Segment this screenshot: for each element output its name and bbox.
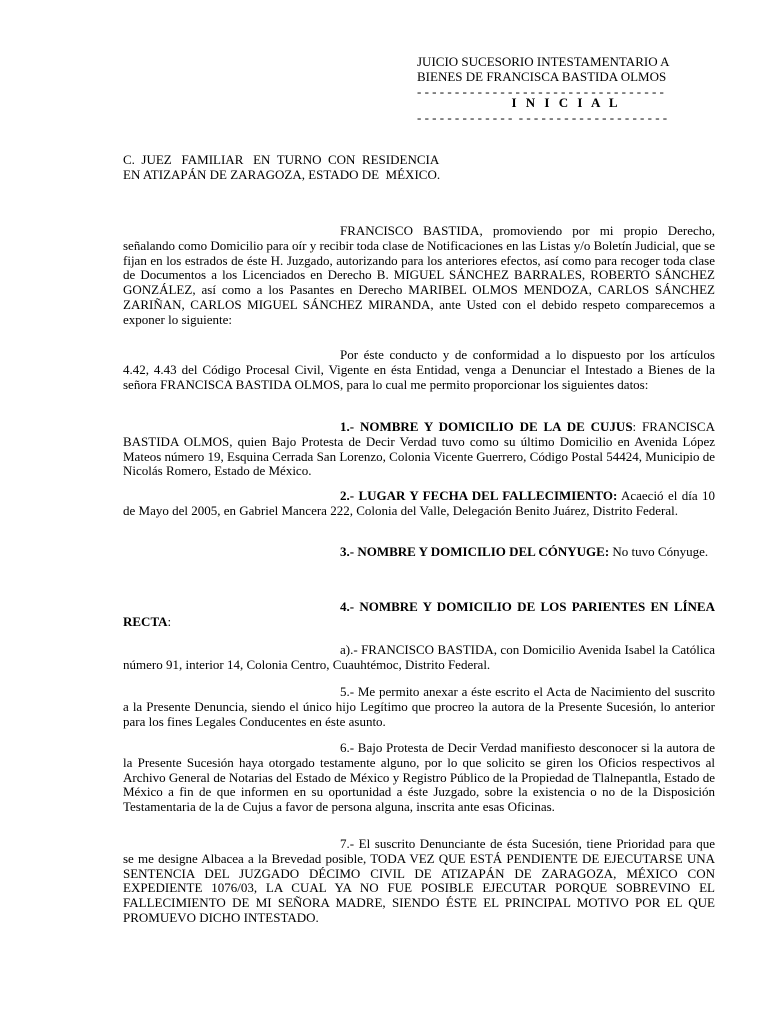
item-1-text: : FRANCISCA BASTIDA OLMOS, quien Bajo Protesta de Decir Verdad tuvo como su último Domicilio en Avenida López Mateos número 19, Esquina Cerrada San Lorenzo, Colonia Vicente Guerrero, Código Postal 54424, Municipio de Nicolás Romero, Estado de México. <box>123 419 715 479</box>
item-4-heading: 4.- NOMBRE Y DOMICILIO DE LOS PARIENTES EN LÍNEA RECTA <box>123 599 715 629</box>
dash-divider-top: - - - - - - - - - - - - - - - - - - - - - - - - - - - - - - - - - <box>417 84 664 99</box>
item-1-paragraph <box>123 420 715 479</box>
conducto-paragraph: Por éste conducto y de conformidad a lo dispuesto por los artículos 4.42, 4.43 del Código Procesal Civil, Vigente en ésta Entidad, venga a Denunciar el Intestado a Bienes de la señora FRANCISCA BASTIDA OLMOS, para lo cual me permito proporcionar los siguientes datos: <box>123 347 715 392</box>
intro-paragraph: FRANCISCO BASTIDA, promoviendo por mi propio Derecho, señalando como Domicilio para oír y recibir toda clase de Notificaciones en las Listas y/o Boletín Judicial, que se fijan en los estrados de éste H. Juzgado, autorizando para los anteriores efectos, así como para recoger toda clase de Documentos a los Licenciados en Derecho B. MIGUEL SÁNCHEZ BARRALES, ROBERTO SÁNCHEZ GONZÁLEZ, así como a los Pasantes en Derecho MARIBEL OLMOS MENDOZA, CARLOS SÁNCHEZ ZARIÑAN, CARLOS MIGUEL SÁNCHEZ MIRANDA, ante Usted con el debido respeto comparecemos a exponer lo siguiente: <box>123 223 715 327</box>
item-4-text: : <box>167 613 172 629</box>
case-title-line-1: JUICIO SUCESORIO INTESTAMENTARIO A <box>417 54 670 69</box>
item-4a-paragraph: a).- FRANCISCO BASTIDA, con Domicilio Avenida Isabel la Católica número 91, interior 14, Colonia Centro, Cuauhtémoc, Distrito Federal. <box>123 642 715 672</box>
item-1-heading: 1.- NOMBRE Y DOMICILIO DE LA DE CUJUS <box>340 419 633 434</box>
case-title-line-2: BIENES DE FRANCISCA BASTIDA OLMOS <box>417 69 667 84</box>
addressee-line-1: C. JUEZ FAMILIAR EN TURNO CON RESIDENCIA <box>123 152 440 167</box>
item-4-paragraph <box>123 600 715 630</box>
item-2-text: Acaeció el día 10 de Mayo del 2005, en Gabriel Mancera 222, Colonia del Valle, Delegación Benito Juárez, Distrito Federal. <box>123 488 715 518</box>
item-7-paragraph: 7.- El suscrito Denunciante de ésta Sucesión, tiene Prioridad para que se me designe Albacea a la Brevedad posible, TODA VEZ QUE ESTÁ PENDIENTE DE EJECUTARSE UNA SENTENCIA DEL JUZGADO DÉCIMO CIVIL DE ATIZAPÁN DE ZARAGOZA, MÉXICO CON EXPEDIENTE 1076/03, LA CUAL YA NO FUE POSIBLE EJECUTAR PORQUE SOBREVINO EL FALLECIMIENTO DE MI SEÑORA MADRE, SIENDO ÉSTE EL PRINCIPAL MOTIVO POR EL QUE PROMUEVO DICHO INTESTADO. <box>123 836 715 925</box>
item-2-paragraph <box>123 489 715 519</box>
addressee-line-2: EN ATIZAPÁN DE ZARAGOZA, ESTADO DE MÉXICO. <box>123 167 441 182</box>
item-3-heading: 3.- NOMBRE Y DOMICILIO DEL CÓNYUGE: <box>340 544 610 559</box>
item-3-text: No tuvo Cónyuge. <box>609 544 709 559</box>
item-6-paragraph: 6.- Bajo Protesta de Decir Verdad manifiesto desconocer si la autora de la Presente Sucesión haya otorgado testamente alguno, por lo que solicito se giren los Oficios respectivos al Archivo General de Notarias del Estado de México y Registro Público de la Propiedad de Tlalnepantla, Estado de México a fin de que informen en su oportunidad a éste Juzgado, sobre la existencia o no de la Disposición Testamentaria de la de Cujus a favor de persona alguna, inscrita ante esas Oficinas. <box>123 740 715 815</box>
item-3-paragraph <box>123 545 715 560</box>
item-2-heading: 2.- LUGAR Y FECHA DEL FALLECIMIENTO: <box>340 488 618 503</box>
item-5-paragraph: 5.- Me permito anexar a éste escrito el Acta de Nacimiento del suscrito a la Presente Denuncia, siendo el único hijo Legítimo que procreo la autora de la Presente Sucesión, lo anterior para los fines Legales Conducentes en éste asunto. <box>123 684 715 729</box>
dash-divider-bottom: - - - - - - - - - - - - - - - - - - - - - - - - - - - - - - - - - <box>417 110 668 125</box>
document-title: I N I C I A L <box>511 95 621 110</box>
